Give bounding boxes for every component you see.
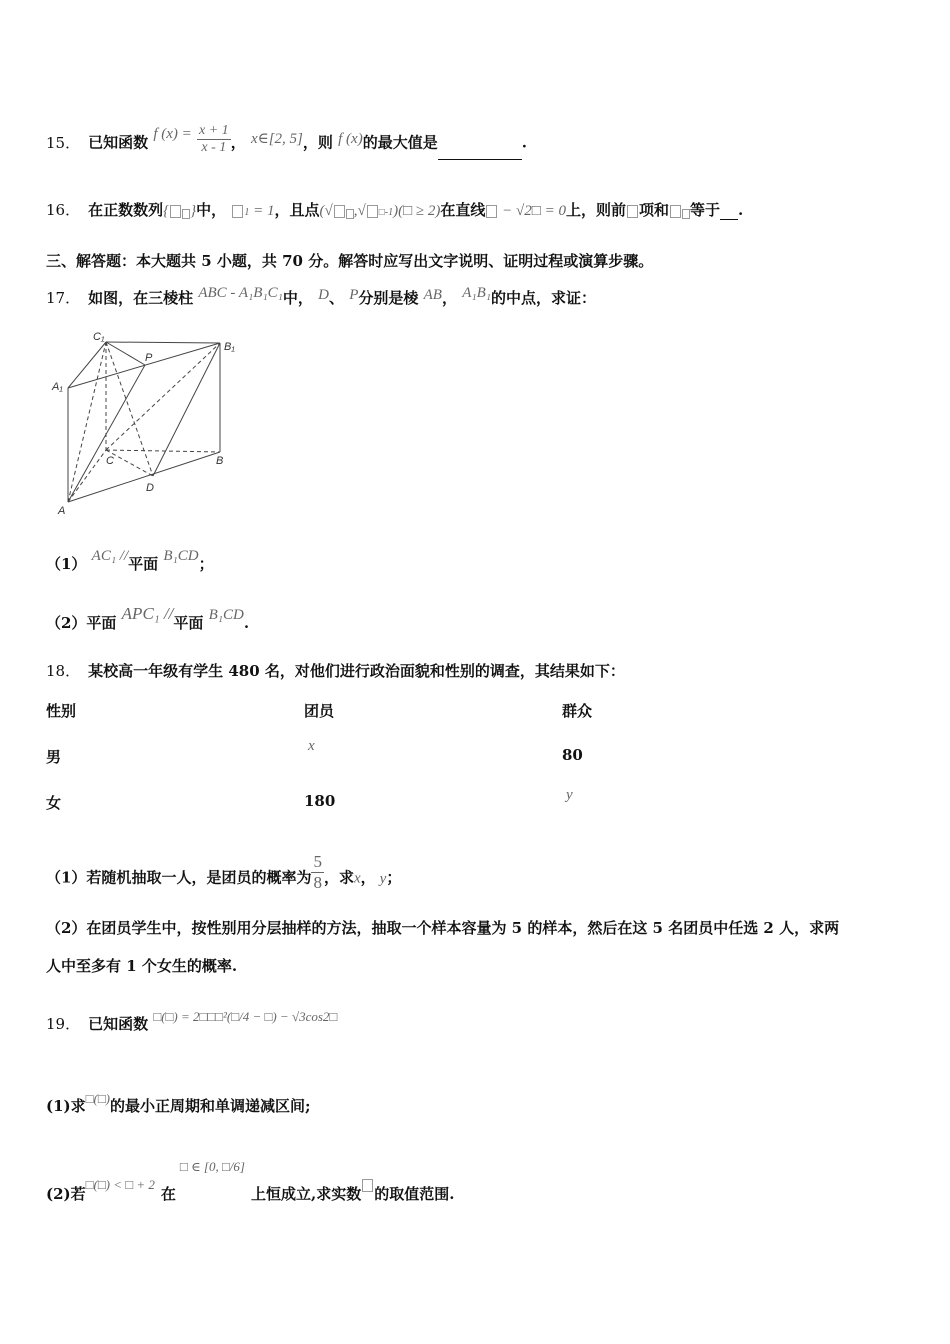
q15-fraction-numerator: x + 1 xyxy=(199,123,229,138)
q16-sn-symbol xyxy=(670,205,681,218)
q19-part1-text-b: 的最小正周期和单调递减区间; xyxy=(110,1097,311,1115)
q15-separator: ， xyxy=(230,133,246,152)
question-15-number: 15． xyxy=(46,133,81,152)
q17-p: P xyxy=(349,287,359,303)
q15-fx: f (x) xyxy=(338,130,363,147)
q16-line-equation-text: − √2□ = 0 xyxy=(502,203,566,219)
q17-part-2 xyxy=(46,604,250,633)
q17-text-2: 中， xyxy=(282,289,313,307)
q18-part-2-line-2: 人中至多有 1 个女生的概率. xyxy=(46,957,238,975)
q17-part2-math: APC₁ // xyxy=(121,604,174,623)
q17-part1-plane-math: B₁CD xyxy=(163,548,199,564)
question-15 xyxy=(46,123,527,160)
q19-text: 已知函数 xyxy=(88,1015,149,1033)
q17-part2-plane-math: B₁CD xyxy=(208,607,244,623)
q19-part1-f: □(□) xyxy=(85,1091,111,1106)
q16-first-term: 1 = 1 xyxy=(231,203,274,219)
q16-text-3: ，且点 xyxy=(274,201,320,219)
line-c-b1 xyxy=(106,343,220,450)
q19-part2-text-c: 的取值范围. xyxy=(374,1185,455,1203)
table-cell-male-masses: 80 xyxy=(562,746,583,764)
q15-domain: x∈[2, 5] xyxy=(250,130,303,147)
question-19-number: 19． xyxy=(46,1015,81,1033)
q16-text-5: 上，则前 xyxy=(565,201,626,219)
q17-part2-plane: 平面 xyxy=(173,614,204,632)
q18-part-2-line-1: （2）在团员学生中，按性别用分层抽样的方法，抽取一个样本容量为 5 的样本，然后在这 5 名团员中任选 2 人，求两 xyxy=(46,919,840,937)
q17-prism: ABC - A₁B₁C₁ xyxy=(198,285,283,301)
q19-part-2 xyxy=(46,1159,455,1204)
q17-text-3: 、 xyxy=(328,289,344,307)
q18-part-1 xyxy=(46,852,402,899)
q18-prob-numerator: 5 xyxy=(313,852,322,871)
q15-fraction xyxy=(197,123,231,156)
label-p: P xyxy=(145,352,153,364)
table-header-gender: 性别 xyxy=(46,702,77,720)
q15-function-lhs: f (x) = xyxy=(153,125,192,142)
q15-text-2: ，则 xyxy=(302,133,333,152)
q18-probability-fraction xyxy=(311,852,324,893)
label-c1: C₁ xyxy=(93,331,105,343)
edge-c-b xyxy=(106,450,220,452)
q15-answer-blank xyxy=(438,145,522,160)
table-header-masses: 群众 xyxy=(562,702,593,720)
line-b1-d xyxy=(153,343,220,476)
q18-comma: ， xyxy=(360,868,376,887)
q16-point-mid: ,√ xyxy=(353,203,366,219)
q17-text-4: 分别是棱 xyxy=(358,289,419,307)
q16-answer-blank xyxy=(720,205,738,220)
q18-var-x: x xyxy=(353,870,361,887)
question-19 xyxy=(46,1009,338,1034)
label-b: B xyxy=(216,455,224,467)
q17-text-1: 如图，在三棱柱 xyxy=(88,289,194,307)
edge-a1-b1 xyxy=(68,343,220,388)
edge-c1-b1 xyxy=(106,342,220,343)
edge-a-b xyxy=(68,452,220,502)
section-3-heading: 三、解答题：本大题共 5 小题，共 70 分。解答时应写出文字说明、证明过程或演算步骤。 xyxy=(46,252,654,270)
q18-part1-end: ； xyxy=(386,868,402,887)
table-cell-female-league: 180 xyxy=(304,792,336,810)
q16-point: (√ ,√ □-1) xyxy=(319,203,399,219)
table-header-league: 团员 xyxy=(304,702,335,720)
q16-text-6: 项和 xyxy=(638,201,669,219)
q15-text-3: 的最大值是 xyxy=(362,133,438,152)
q17-part1-end: ； xyxy=(198,555,214,573)
q17-part1-label: （1） xyxy=(46,555,87,573)
q16-condition: (□ ≥ 2) xyxy=(398,203,441,219)
q18-part1-text-a: （1）若随机抽取一人，是团员的概率为 xyxy=(46,868,312,887)
q17-text-5: ， xyxy=(441,289,457,307)
q17-part2-label: （2）平面 xyxy=(46,614,117,632)
q18-var-y: y xyxy=(379,870,387,887)
label-a1: A₁ xyxy=(52,381,63,393)
q17-a1b1: A₁B₁ xyxy=(462,285,491,301)
edge-a-c xyxy=(68,450,106,502)
question-17 xyxy=(46,287,596,308)
prism-figure xyxy=(48,330,248,520)
line-a-c1 xyxy=(68,342,106,502)
table-cell-male: 男 xyxy=(46,748,62,766)
q17-part1-math: AC₁ // xyxy=(91,548,129,564)
q17-part2-end: . xyxy=(243,614,250,632)
q18-part1-text-b: ，求 xyxy=(323,868,354,887)
q18-text: 某校高一年级有学生 480 名，对他们进行政治面貌和性别的调查，其结果如下： xyxy=(88,662,625,680)
label-c: C xyxy=(106,455,114,467)
question-16 xyxy=(46,199,743,220)
q19-part2-text-a: (2)若 xyxy=(46,1185,86,1203)
question-18 xyxy=(46,660,625,681)
q16-sn-subscript xyxy=(682,209,690,219)
label-d: D xyxy=(146,482,154,494)
q16-line-equation xyxy=(485,203,566,219)
table-cell-female: 女 xyxy=(46,794,62,812)
q17-part-1 xyxy=(46,548,214,574)
question-17-number: 17． xyxy=(46,289,81,307)
q17-ab: AB xyxy=(423,287,442,303)
question-18-number: 18． xyxy=(46,662,81,680)
q19-part2-interval: □ ∈ [0, □/6] xyxy=(179,1159,245,1174)
q19-part1-text-a: (1)求 xyxy=(46,1097,86,1115)
table-cell-male-league: x xyxy=(308,738,315,754)
q19-part2-text-b: 上恒成立,求实数 xyxy=(250,1185,362,1203)
q16-n-symbol xyxy=(627,205,638,218)
q16-first-term-value: = 1 xyxy=(253,203,275,219)
q17-text-6: 的中点，求证： xyxy=(490,289,596,307)
q19-part-1 xyxy=(46,1091,311,1116)
q15-fraction-denominator: x - 1 xyxy=(201,140,227,155)
q16-text-4: 在直线 xyxy=(440,201,486,219)
q19-param-symbol xyxy=(362,1179,373,1192)
q19-function: □(□) = 2□□□²(□/4 − □) − √3cos2□ xyxy=(153,1009,338,1024)
q19-part2-in: 在 xyxy=(160,1185,176,1203)
q16-text-1: 在正数数列 xyxy=(88,201,164,219)
q16-text-7: 等于 xyxy=(689,201,720,219)
q18-prob-denominator: 8 xyxy=(313,873,322,892)
q19-part2-inequality: □(□) < □ + 2 xyxy=(85,1177,155,1192)
q17-part1-plane: 平面 xyxy=(128,555,159,573)
q15-text-1: 已知函数 xyxy=(88,133,149,152)
q17-d: D xyxy=(318,287,329,303)
label-b1: B₁ xyxy=(224,341,235,353)
label-a: A xyxy=(58,505,66,517)
table-cell-female-masses: y xyxy=(566,787,573,803)
question-16-number: 16． xyxy=(46,201,81,219)
q16-sequence-braces: { } xyxy=(163,203,197,219)
q16-text-2: 中， xyxy=(196,201,227,219)
q15-end: . xyxy=(521,133,527,152)
q16-end: . xyxy=(738,201,744,219)
line-p-c1 xyxy=(106,342,145,365)
